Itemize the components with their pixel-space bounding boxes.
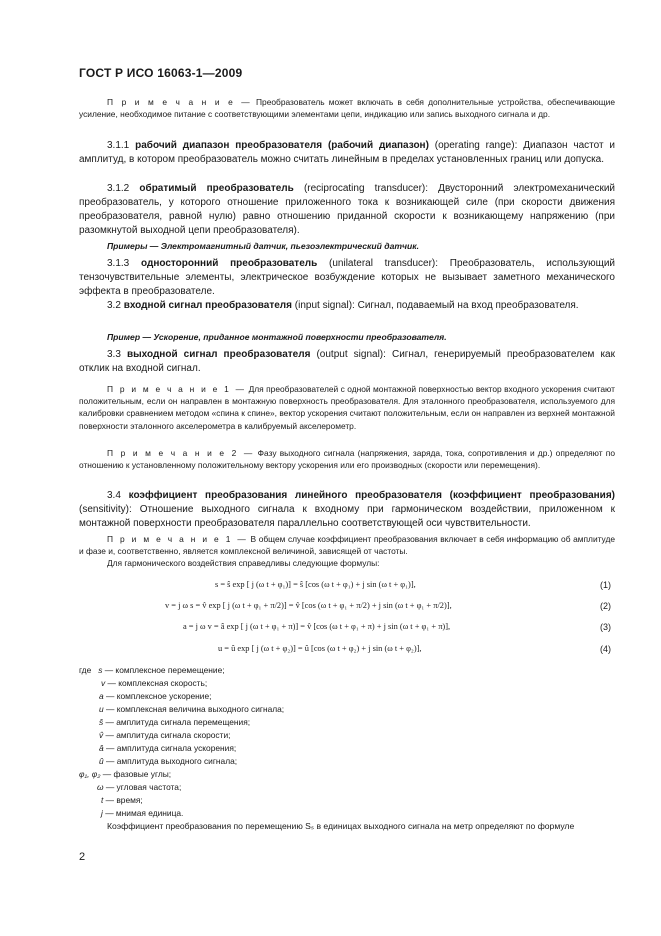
legend-symbol: â — [99, 743, 104, 753]
definition: Преобразователь, использующий тензочувствительные элементы, электрическое возбуждение которых не вызывает заметного механического эффекта в преобразователе. — [79, 258, 616, 297]
legend-desc: — амплитуда сигнала скорости; — [103, 730, 231, 740]
legend-row — [99, 717, 250, 727]
legend-desc: — комплексная величина выходного сигнала; — [103, 704, 285, 714]
term: коэффициент преобразования линейного преобразователя (коэффициент преобразования) — [128, 490, 615, 501]
term: односторонний преобразователь — [141, 258, 318, 269]
term-en: (input signal): — [292, 300, 355, 311]
section-3-4 — [79, 489, 615, 531]
definition: Отношение выходного сигнала к входному при гармоническом воздействии, приложенном к монтажной поверхности преобразователя параллельно соответствующей оси чувствительности. — [79, 504, 615, 529]
formula-1-number: (1) — [600, 580, 611, 590]
legend-row — [99, 743, 236, 753]
legend-row — [79, 665, 225, 675]
section-3-3 — [79, 348, 615, 376]
example-text: Примеры — Электромагнитный датчик, пьезоэлектрический датчик. — [107, 241, 419, 251]
legend-desc: — амплитуда сигнала перемещения; — [103, 717, 251, 727]
formula-1: s = ŝ exp [ j (ω t + φ₁)] = ŝ [cos (ω t + φ₁) + j sin (ω t + φ₁)], — [215, 580, 416, 589]
note-3 — [79, 533, 615, 557]
page-number: 2 — [79, 851, 86, 863]
final-paragraph — [79, 820, 615, 833]
example-2 — [79, 331, 615, 343]
harmonic-intro — [79, 557, 615, 569]
section-number: 3.4 — [107, 490, 121, 501]
legend-row — [101, 795, 143, 805]
note-label: П р и м е ч а н и е — — [107, 97, 252, 107]
legend-symbol: t — [101, 795, 104, 805]
term-en: (sensitivity): — [79, 504, 132, 515]
section-number: 3.1.2 — [107, 183, 130, 194]
section-number: 3.2 — [107, 300, 121, 311]
section-number: 3.1.3 — [107, 258, 130, 269]
section-3-1-3 — [79, 257, 615, 299]
legend-symbol: a — [99, 691, 104, 701]
note-text: Для преобразователей с одной монтажной поверхностью вектор входного ускорения считают положительным, если он направлен в монтажную поверхность преобразователя. Для эталонного преобразователя, используемого для калибровки сравнением методом «спина к спине», вектор ускорения считают положительным, если он направлен из верхней монтажной поверхности эталонного акселерометра в калибруемый акселерометр. — [79, 384, 615, 431]
term-en: (output signal): — [310, 349, 386, 360]
formula-4: u = û exp [ j (ω t + φ₂)] = û [cos (ω t + φ₂) + j sin (ω t + φ₂)], — [218, 644, 422, 653]
legend-desc: — время; — [103, 795, 143, 805]
example-text: Пример — Ускорение, приданное монтажной поверхности преобразователя. — [107, 332, 447, 342]
legend-desc: — комплексное перемещение; — [102, 665, 225, 675]
legend-row — [97, 782, 181, 792]
harmonic-text: Для гармонического воздействия справедливы следующие формулы: — [107, 558, 380, 568]
legend-row — [101, 808, 183, 818]
term: выходной сигнал преобразователя — [126, 349, 311, 360]
term-en: (reciprocating transducer): — [293, 183, 429, 194]
legend-symbol: φ₁, φ₂ — [79, 769, 101, 779]
term-en: (unilateral transducer): — [317, 258, 439, 269]
legend-desc: — амплитуда сигнала ускорения; — [103, 743, 237, 753]
legend-row — [99, 704, 284, 714]
note-text: Фазу выходного сигнала (напряжения, заряда, тока, сопротивления и др.) определяют по отношению к установленному положительному вектору ускорения или его производных (скорости или перемещения). — [79, 448, 615, 471]
legend-symbol: s — [98, 665, 103, 675]
legend-symbol: v — [101, 678, 106, 688]
definition: Сигнал, генерируемый преобразователем как отклик на входной сигнал. — [79, 349, 615, 374]
note-1 — [79, 383, 615, 432]
note-text: В общем случае коэффициент преобразования включает в себя информацию об амплитуде и фазе и, соответственно, является комплексной величиной, зависящей от частоты. — [79, 534, 616, 557]
legend-desc: — комплексная скорость; — [105, 678, 208, 688]
term: обратимый преобразователь — [139, 183, 294, 194]
legend-row — [99, 691, 211, 701]
legend-desc: — угловая частота; — [103, 782, 182, 792]
final-text: Коэффициент преобразования по перемещению Sₛ в единицах выходного сигнала на метр определяют по формуле — [107, 821, 575, 831]
note-label: П р и м е ч а н и е 1 — — [107, 384, 247, 394]
note-text: Преобразователь может включать в себя дополнительные устройства, обеспечивающие усиление, необходимое питание с соответствующими элементами цепи, индикацию или запись выходного сигнала и др. — [79, 97, 616, 120]
legend-symbol: v̂ — [99, 730, 104, 740]
legend-row — [101, 678, 207, 688]
section-number: 3.1.1 — [107, 140, 130, 151]
formula-2: v = j ω s = v̂ exp [ j (ω t + φ₁ + π/2)] = v̂ [cos (ω t + φ₁ + π/2) + j sin (ω t + φ₁ + π/2)], — [165, 601, 452, 610]
legend-row — [99, 730, 230, 740]
note-label: П р и м е ч а н и е 2 — — [107, 448, 255, 458]
legend-symbol: j — [101, 808, 103, 818]
legend-desc: — фазовые углы; — [100, 769, 172, 779]
term: рабочий диапазон преобразователя (рабочий диапазон) — [135, 140, 429, 151]
formula-2-number: (2) — [600, 601, 611, 611]
legend-symbol: û — [99, 756, 104, 766]
legend-row — [79, 769, 171, 779]
definition: Двусторонний электромеханический преобразователь, у которого отношение приложенного тока к возникающей силе (при скорости движения преобразователя, равной нулю) равно отношению приданной скорости к возникающему напряжению (при разомкнутой выходной цепи преобразователя). — [79, 183, 616, 236]
definition: Сигнал, подаваемый на вход преобразователя. — [354, 300, 579, 311]
note-intro — [79, 96, 615, 120]
term: входной сигнал преобразователя — [123, 300, 292, 311]
section-3-1-2 — [79, 182, 615, 238]
legend-symbol: ŝ — [99, 717, 104, 727]
section-number: 3.3 — [107, 349, 121, 360]
example-1 — [79, 240, 615, 252]
note-label: П р и м е ч а н и е 1 — — [107, 534, 248, 544]
legend-prefix: где — [79, 665, 92, 675]
section-3-1-1 — [79, 139, 615, 167]
legend-row — [99, 756, 237, 766]
term-en: (operating range): — [428, 140, 518, 151]
formula-4-number: (4) — [600, 644, 611, 654]
document-header: ГОСТ Р ИСО 16063-1—2009 — [79, 66, 243, 80]
legend-symbol: ω — [97, 782, 104, 792]
legend-symbol: u — [99, 704, 104, 714]
legend-desc: — мнимая единица. — [102, 808, 184, 818]
note-2 — [79, 447, 615, 471]
legend-desc: — амплитуда выходного сигнала; — [103, 756, 238, 766]
formula-3-number: (3) — [600, 622, 611, 632]
formula-3: a = j ω v = â exp [ j (ω t + φ₁ + π)] = v̂ [cos (ω t + φ₁ + π) + j sin (ω t + φ₁ + π)], — [183, 622, 451, 631]
definition: Диапазон частот и амплитуд, в котором преобразователь можно считать линейным в пределах установленных границ или допуска. — [79, 140, 615, 165]
section-3-2 — [79, 299, 615, 313]
legend-desc: — комплексное ускорение; — [103, 691, 212, 701]
